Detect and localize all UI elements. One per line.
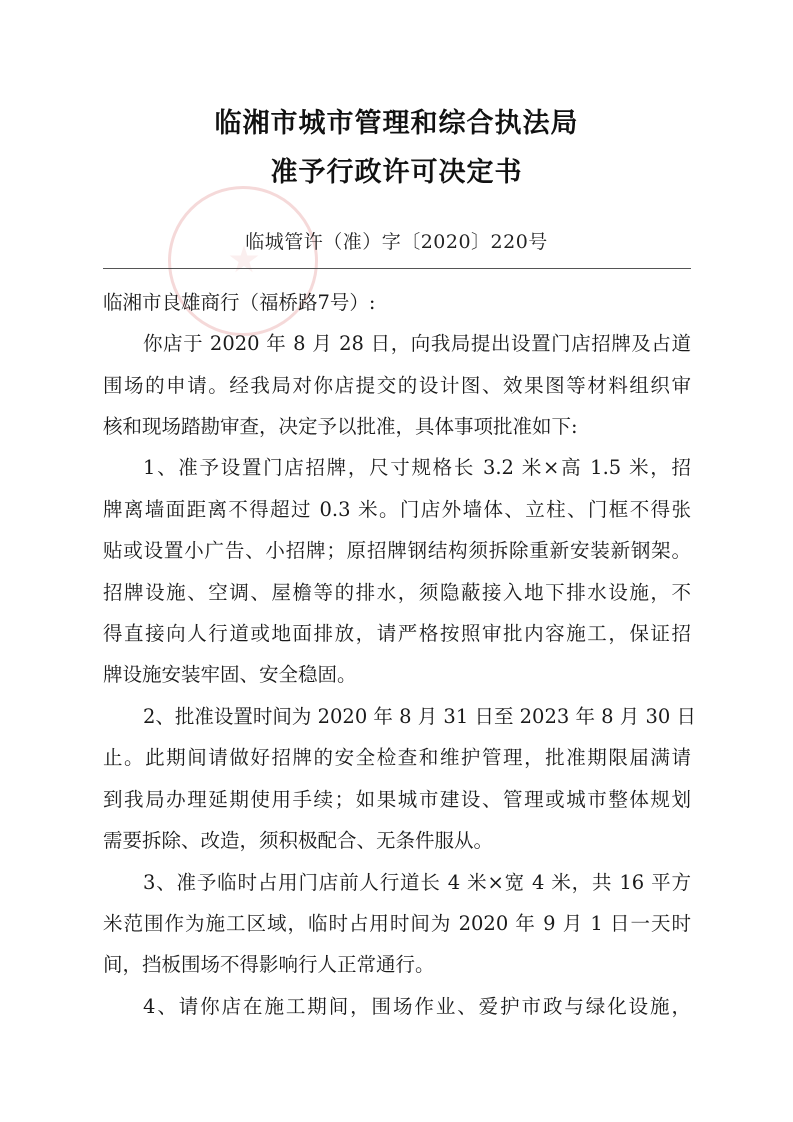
doc-title: 准予行政许可决定书 xyxy=(270,157,523,188)
item3-line-2: 米范围作为施工区域，临时占用时间为 2020 年 9 月 1 日一天时 xyxy=(103,912,691,935)
item1-line-2: 牌离墙面距离不得超过 0.3 米。门店外墙体、立柱、门框不得张 xyxy=(103,498,691,521)
item2-line-2: 止。此期间请做好招牌的安全检查和维护管理，批准期限届满请 xyxy=(103,746,691,769)
doc-number: 临城管许（准）字〔2020〕220号 xyxy=(245,231,548,253)
item1-line-1: 1、准予设置门店招牌，尺寸规格长 3.2 米×高 1.5 米，招 xyxy=(143,456,691,479)
item2-line-4: 需要拆除、改造，须积极配合、无条件服从。 xyxy=(103,829,494,852)
intro-line-2: 围场的申请。经我局对你店提交的设计图、效果图等材料组织审 xyxy=(103,374,691,397)
item2-line-3: 到我局办理延期使用手续；如果城市建设、管理或城市整体规划 xyxy=(103,788,691,811)
item4-line-1: 4、请你店在施工期间，围场作业、爱护市政与绿化设施， xyxy=(143,995,691,1018)
item1-line-5: 得直接向人行道或地面排放，请严格按照审批内容施工，保证招 xyxy=(103,622,691,645)
intro-line-1: 你店于 2020 年 8 月 28 日，向我局提出设置门店招牌及占道 xyxy=(143,332,691,355)
recipient-line: 临湘市良雄商行（福桥路7号）: xyxy=(103,291,376,314)
header-divider xyxy=(103,268,691,269)
item1-line-4: 招牌设施、空调、屋檐等的排水，须隐蔽接入地下排水设施，不 xyxy=(103,581,691,604)
item2-line-1: 2、批准设置时间为 2020 年 8 月 31 日至 2023 年 8 月 30 日 xyxy=(143,705,696,728)
item1-line-3: 贴或设置小广告、小招牌；原招牌钢结构须拆除重新安装新钢架。 xyxy=(103,539,691,562)
item3-line-1: 3、准予临时占用门店前人行道长 4 米×宽 4 米，共 16 平方 xyxy=(143,871,691,894)
item1-line-6: 牌设施安装牢固、安全稳固。 xyxy=(103,663,357,686)
item3-line-3: 间，挡板围场不得影响行人正常通行。 xyxy=(103,953,435,976)
intro-line-3: 核和现场踏勘审查，决定予以批准，具体事项批准如下: xyxy=(103,415,578,438)
org-title: 临湘市城市管理和综合执法局 xyxy=(214,108,579,139)
